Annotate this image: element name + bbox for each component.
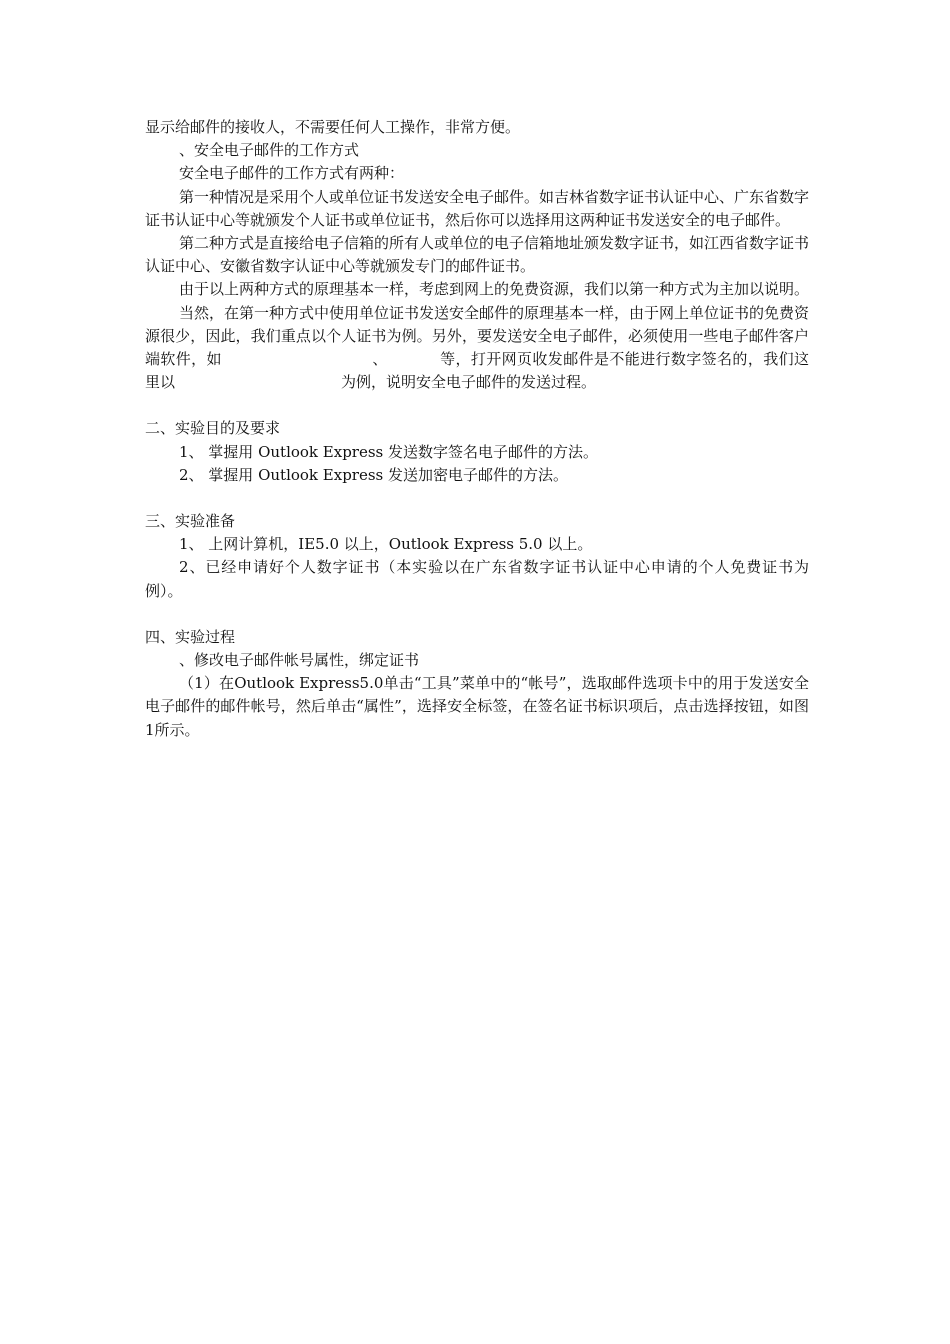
paragraph-step-1: （1）在Outlook Express5.0单击“工具”菜单中的“帐号”，选取邮件选项卡中的用于发送安全电子邮件的邮件帐号，然后单击“属性”，选择安全标签，在签名证书标识项后，点击选择按钮，如图1所示。 [145,674,809,739]
paragraph-client-software-part1: 当然，在第一种方式中使用单位证书发送安全邮件的原理基本一样，由于网上单位证书的免费资源很少，因此，我们重点以个人证书为例。另外，要发送安全电子邮件，必须使用一些电子邮件客户端软件，如 [145,303,810,369]
list-item-prep-2: 2、已经申请好个人数字证书（本实验以在广东省数字证书认证中心申请的个人免费证书为例）。 [145,558,809,600]
list-item-prep-1: 1、 上网计算机，IE5.0 以上，Outlook Express 5.0 以上。 [179,535,593,554]
paragraph-client-software [145,302,809,395]
paragraph-two-modes: 安全电子邮件的工作方式有两种： [179,164,405,183]
spacer [145,487,809,510]
paragraph-client-software-separator: 、 [371,350,388,369]
list-item-goal-1: 1、 掌握用 Outlook Express 发送数字签名电子邮件的方法。 [179,442,599,461]
section-heading-goals: 二、实验目的及要求 [145,419,281,438]
subsection-heading-account: 、修改电子邮件帐号属性，绑定证书 [179,651,420,670]
paragraph-second-mode: 第二种方式是直接给电子信箱的所有人或单位的电子信箱地址颁发数字证书，如江西省数字证书认证中心、安徽省数字认证中心等就颁发专门的邮件证书。 [145,234,810,276]
list-item-goal-2: 2、 掌握用 Outlook Express 发送加密电子邮件的方法。 [179,465,569,484]
paragraph-first-mode: 第一种情况是采用个人或单位证书发送安全电子邮件。如吉林省数字证书认证中心、广东省数字证书认证中心等就颁发个人证书或单位证书，然后你可以选择用这两种证书发送安全的电子邮件。 [145,187,810,229]
paragraph-client-software-part2: 等，打开网页收发邮件是不能进行数字签名的，我们这里以 [145,350,809,392]
spacer [145,394,809,417]
section-heading-preparation: 三、实验准备 [145,512,236,531]
paragraph-same-principle: 由于以上两种方式的原理基本一样，考虑到网上的免费资源，我们以第一种方式为主加以说明。 [179,280,810,299]
section-heading-work-mode: 、安全电子邮件的工作方式 [179,141,360,160]
spacer [145,603,809,626]
paragraph-client-software-part3: 为例，说明安全电子邮件的发送过程。 [341,373,597,392]
paragraph-intro-tail: 显示给邮件的接收人，不需要任何人工操作，非常方便。 [145,118,521,136]
section-heading-process: 四、实验过程 [145,627,236,646]
document-page [145,116,809,742]
